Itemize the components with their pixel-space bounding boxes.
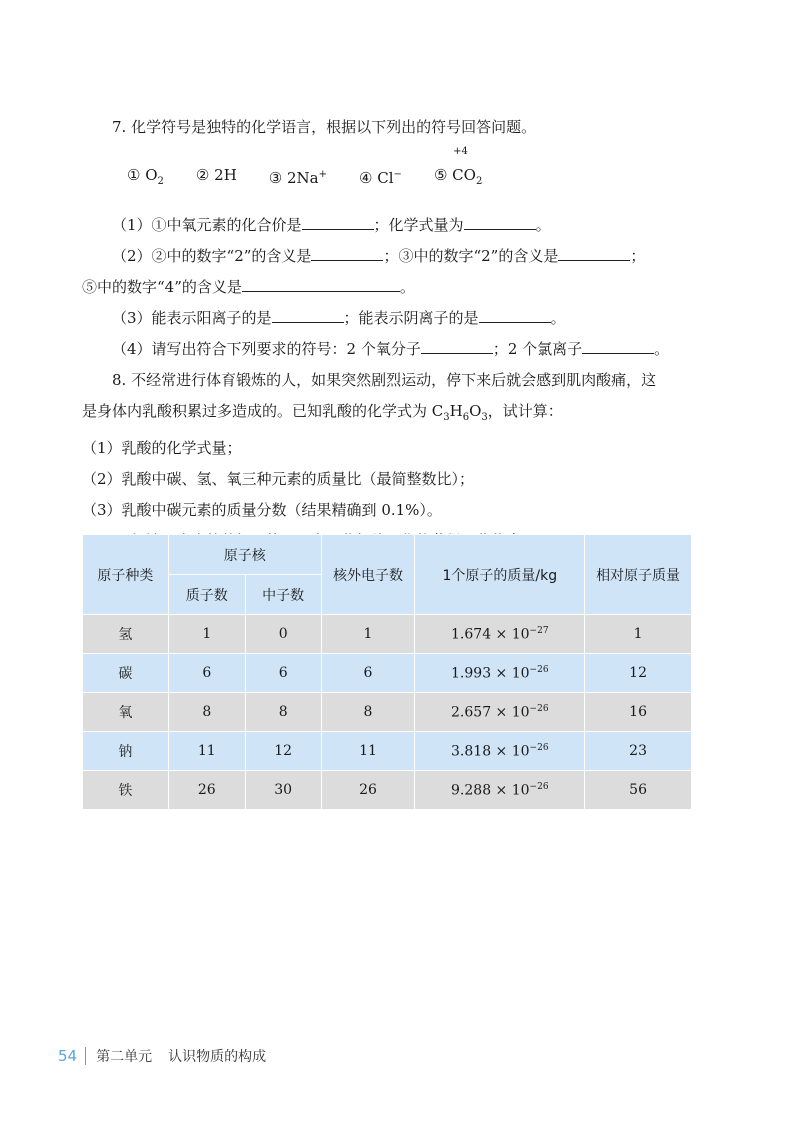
cell-relative-mass: 1 (585, 615, 692, 654)
question-8-part-1: （1）乳酸的化学式量； (82, 439, 242, 457)
answer-blank[interactable] (558, 245, 630, 261)
page-footer (58, 1046, 266, 1066)
answer-blank[interactable] (421, 338, 493, 354)
answer-blank[interactable] (582, 338, 654, 354)
table-row (83, 654, 692, 693)
question-8-part-2: （2）乳酸中碳、氢、氧三种元素的质量比（最简整数比）； (82, 470, 475, 488)
header-electrons: 核外电子数 (321, 535, 415, 615)
symbol-1: ① $O_2$ (127, 166, 164, 187)
cell-protons: 6 (168, 654, 245, 693)
cell-relative-mass: 16 (585, 693, 692, 732)
cell-atom-name: 氧 (83, 693, 169, 732)
symbol-2: ② 2H (195, 166, 237, 184)
cell-relative-mass: 56 (585, 771, 692, 810)
cell-atom-name: 碳 (83, 654, 169, 693)
answer-blank[interactable] (242, 276, 400, 292)
symbol-5: ⑤ +4 $CO_2$ (433, 146, 483, 187)
cell-atom-mass: $1.993 \times 10^{-26}$ (415, 654, 585, 693)
question-7-stem: 7. 化学符号是独特的化学语言，根据以下列出的符号回答问题。 (112, 118, 537, 136)
question-7-part-3: （3）能表示阳离子的是 ；能表示阴离子的是 。 (112, 309, 566, 327)
page-content (82, 112, 722, 557)
symbol-4: ④ Cl− (359, 169, 402, 187)
unit-title: 第二单元 (96, 1049, 153, 1065)
valence-mark: +4 (453, 146, 468, 157)
question-8-stem: 8. 不经常进行体育锻炼的人，如果突然剧烈运动，停下来后就会感到肌肉酸痛，这 (112, 371, 657, 389)
cell-atom-name: 氢 (83, 615, 169, 654)
cell-electrons: 26 (321, 771, 415, 810)
cell-electrons: 6 (321, 654, 415, 693)
answer-blank[interactable] (311, 245, 383, 261)
question-8-part-3: （3）乳酸中碳元素的质量分数（结果精确到 0.1%）。 (82, 501, 442, 519)
cell-protons: 1 (168, 615, 245, 654)
cell-atom-name: 钠 (83, 732, 169, 771)
symbol-list (82, 146, 722, 196)
cell-atom-mass: $9.288 \times 10^{-26}$ (415, 771, 585, 810)
question-7-part-1: （1）①中氧元素的化合价是 ；化学式量为 。 (112, 216, 551, 234)
cell-atom-name: 铁 (83, 771, 169, 810)
question-7-part-4: （4）请写出符合下列要求的符号：2 个氧分子 ；2 个氯离子 。 (112, 340, 670, 358)
cell-neutrons: 6 (245, 654, 321, 693)
cell-neutrons: 8 (245, 693, 321, 732)
table-row (83, 771, 692, 810)
cell-protons: 26 (168, 771, 245, 810)
atom-data-table (82, 534, 692, 810)
answer-blank[interactable] (464, 214, 536, 230)
cell-electrons: 1 (321, 615, 415, 654)
answer-blank[interactable] (479, 307, 551, 323)
answer-blank[interactable] (302, 214, 374, 230)
header-nucleus: 原子核 (168, 535, 321, 575)
chapter-title: 认识物质的构成 (168, 1049, 267, 1065)
cell-electrons: 8 (321, 693, 415, 732)
header-protons: 质子数 (168, 575, 245, 615)
table-row (83, 693, 692, 732)
symbol-3: ③ 2Na+ (268, 169, 328, 187)
cell-electrons: 11 (321, 732, 415, 771)
cell-protons: 8 (168, 693, 245, 732)
question-7-part-2-cont: ⑤中的数字“4”的含义是 。 (82, 278, 415, 296)
page-number: 54 (58, 1047, 78, 1065)
cell-atom-mass: $3.818 \times 10^{-26}$ (415, 732, 585, 771)
header-atom-type: 原子种类 (83, 535, 169, 615)
header-atom-mass: 1个原子的质量/kg (415, 535, 585, 615)
header-neutrons: 中子数 (245, 575, 321, 615)
table-row (83, 615, 692, 654)
cell-relative-mass: 12 (585, 654, 692, 693)
table-row (83, 732, 692, 771)
question-8-stem-cont: 是身体内乳酸积累过多造成的。已知乳酸的化学式为 $C_3H_6O_3$，试计算： (82, 402, 563, 423)
cell-neutrons: 0 (245, 615, 321, 654)
header-relative-mass: 相对原子质量 (585, 535, 692, 615)
cell-protons: 11 (168, 732, 245, 771)
cell-neutrons: 12 (245, 732, 321, 771)
cell-atom-mass: $1.674 \times 10^{-27}$ (415, 615, 585, 654)
cell-neutrons: 30 (245, 771, 321, 810)
footer-divider (85, 1047, 86, 1065)
answer-blank[interactable] (272, 307, 344, 323)
cell-atom-mass: $2.657 \times 10^{-26}$ (415, 693, 585, 732)
question-7-part-2: （2）②中的数字“2”的含义是 ；③中的数字“2”的含义是 ； (112, 247, 646, 265)
cell-relative-mass: 23 (585, 732, 692, 771)
